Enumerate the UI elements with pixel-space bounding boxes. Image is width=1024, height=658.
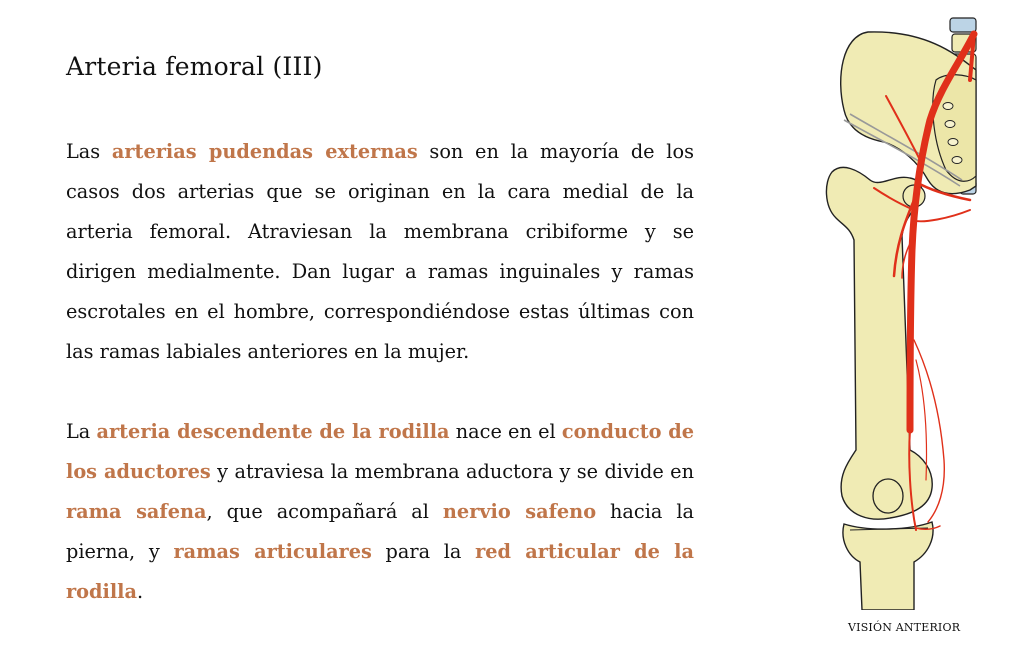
term-saphenous-nerve: nervio safeno: [442, 500, 597, 523]
paragraph-descending-genicular: [66, 412, 694, 612]
text: son en la mayoría de los casos dos arterias que se originan en la cara medial de la arteria femoral. Atraviesan la membrana cribiforme y se dirigen medialmente. Dan lugar a ramas inguinales y ramas escrotales en el hombre, correspondiéndose estas últimas con las ramas labiales anteriores en la mujer.: [66, 140, 694, 363]
patella: [873, 479, 903, 513]
text: La: [66, 420, 97, 443]
text: , que acompañará al: [206, 500, 443, 523]
page-title: Arteria femoral (III): [66, 52, 323, 81]
term-articular-branches: ramas articulares: [173, 540, 372, 563]
term-adductor-canal: conducto de los aductores: [66, 420, 694, 483]
text: hacia la pierna, y: [66, 500, 694, 563]
paragraph-pudendal-arteries: [66, 132, 694, 372]
term-external-pudendal-arteries: arterias pudendas externas: [111, 140, 418, 163]
text: nace en el: [449, 420, 562, 443]
text: para la: [371, 540, 476, 563]
term-saphenous-branch: rama safena: [66, 500, 207, 523]
text: .: [136, 580, 144, 603]
femoral-artery-illustration: [810, 10, 985, 610]
term-knee-articular-network: red articular de la rodilla: [66, 540, 694, 603]
text: y atraviesa la membrana aductora y se divide en: [210, 460, 694, 483]
term-descending-genicular-artery: arteria descendente de la rodilla: [96, 420, 450, 443]
figure-caption: VISIÓN ANTERIOR: [848, 621, 961, 634]
text: Las: [66, 140, 112, 163]
tibia: [843, 522, 933, 610]
